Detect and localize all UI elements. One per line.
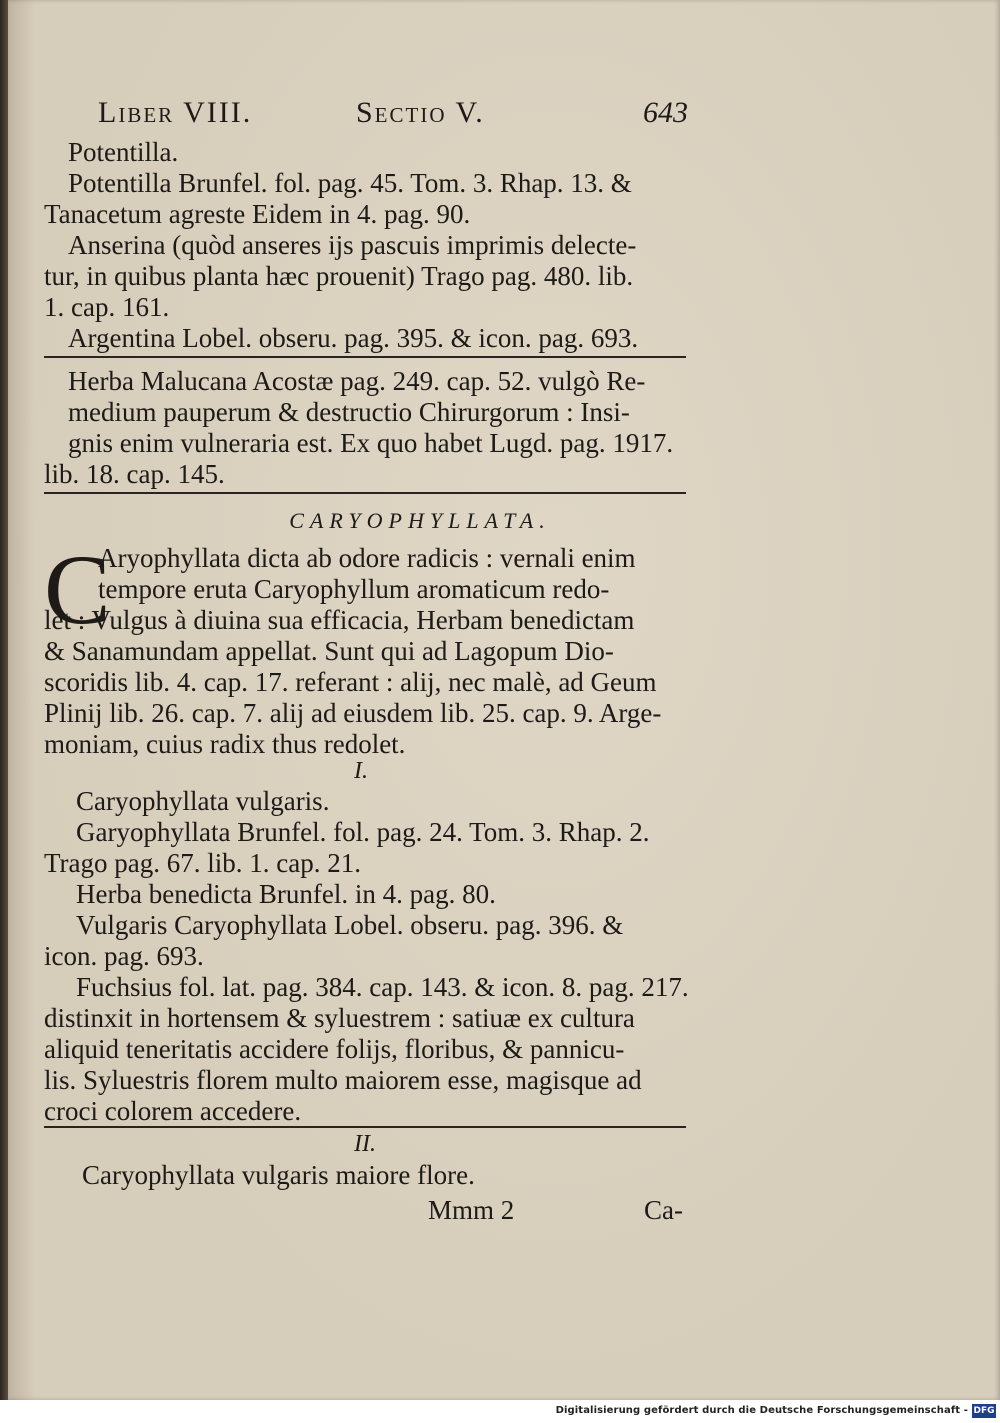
text-line: distinxit in hortensem & syluestrem : satiuæ ex cultura xyxy=(44,1003,635,1033)
page-number: 643 xyxy=(643,96,688,129)
section-numeral: II. xyxy=(354,1131,376,1157)
header-section: Sectio V. xyxy=(356,96,485,129)
section-rule xyxy=(44,356,686,358)
text-line: Plinij lib. 26. cap. 7. alij ad eiusdem lib. 25. cap. 9. Arge- xyxy=(44,698,662,728)
text-line: croci colorem accedere. xyxy=(44,1096,302,1126)
text-line: tur, in quibus planta hæc prouenit) Trago pag. 480. lib. xyxy=(44,261,634,291)
text-line: Potentilla. xyxy=(68,137,179,167)
section-rule xyxy=(44,492,686,494)
text-line: medium pauperum & destructio Chirurgorum : Insi- xyxy=(68,397,630,427)
text-line: Caryophyllata vulgaris maiore flore. xyxy=(82,1160,475,1190)
section-rule xyxy=(44,1126,686,1128)
text-line: Tanacetum agreste Eidem in 4. pag. 90. xyxy=(44,199,471,229)
text-line: Fuchsius fol. lat. pag. 384. cap. 143. & icon. 8. pag. 217. xyxy=(76,972,689,1002)
text-line: & Sanamundam appellat. Sunt qui ad Lagopum Dio- xyxy=(44,636,614,666)
running-header xyxy=(98,96,688,132)
text-line: Anserina (quòd anseres ijs pascuis imprimis delecte- xyxy=(68,230,637,260)
drop-cap: C xyxy=(44,534,111,645)
section-title: CARYOPHYLLATA. xyxy=(289,508,551,533)
text-line: 1. cap. 161. xyxy=(44,292,170,322)
header-book: Liber VIII. xyxy=(98,96,253,129)
text-line: scoridis lib. 4. cap. 17. referant : alij, nec malè, ad Geum xyxy=(44,667,657,697)
footer-note: Digitalisierung gefördert durch die Deutsche Forschungsgemeinschaft - xyxy=(555,1405,968,1416)
text-line: lis. Syluestris florem multo maiorem esse, magisque ad xyxy=(44,1065,642,1095)
text-line: icon. pag. 693. xyxy=(44,941,204,971)
dfg-logo: DFG xyxy=(973,1406,995,1416)
text-line: Caryophyllata vulgaris. xyxy=(76,786,330,816)
text-line: tempore eruta Caryophyllum aromaticum redo- xyxy=(98,574,610,604)
text-line: aliquid teneritatis accidere folijs, floribus, & pannicu- xyxy=(44,1034,625,1064)
text-line: Argentina Lobel. obseru. pag. 395. & icon. pag. 693. xyxy=(68,323,639,353)
text-line: lib. 18. cap. 145. xyxy=(44,459,225,489)
text-line: Herba benedicta Brunfel. in 4. pag. 80. xyxy=(76,879,496,909)
text-line: Vulgaris Caryophyllata Lobel. obseru. pag. 396. & xyxy=(76,910,624,940)
text-line: gnis enim vulneraria est. Ex quo habet Lugd. pag. 1917. xyxy=(68,428,674,458)
section-numeral: I. xyxy=(354,758,368,784)
text-line: moniam, cuius radix thus redolet. xyxy=(44,729,406,759)
text-line: Herba Malucana Acostæ pag. 249. cap. 52. vulgò Re- xyxy=(68,366,646,396)
text-line: Garyophyllata Brunfel. fol. pag. 24. Tom. 3. Rhap. 2. xyxy=(76,817,650,847)
text-line: Trago pag. 67. lib. 1. cap. 21. xyxy=(44,848,361,878)
signature-mark: Mmm 2 xyxy=(428,1195,515,1225)
text-line: Potentilla Brunfel. fol. pag. 45. Tom. 3. Rhap. 13. & xyxy=(68,168,632,198)
catchword: Ca- xyxy=(644,1195,683,1225)
text-line: let : Vulgus à diuina sua efficacia, Herbam benedictam xyxy=(44,605,635,635)
text-line: Aryophyllata dicta ab odore radicis : vernali enim xyxy=(98,543,636,573)
book-gutter xyxy=(0,0,8,1400)
